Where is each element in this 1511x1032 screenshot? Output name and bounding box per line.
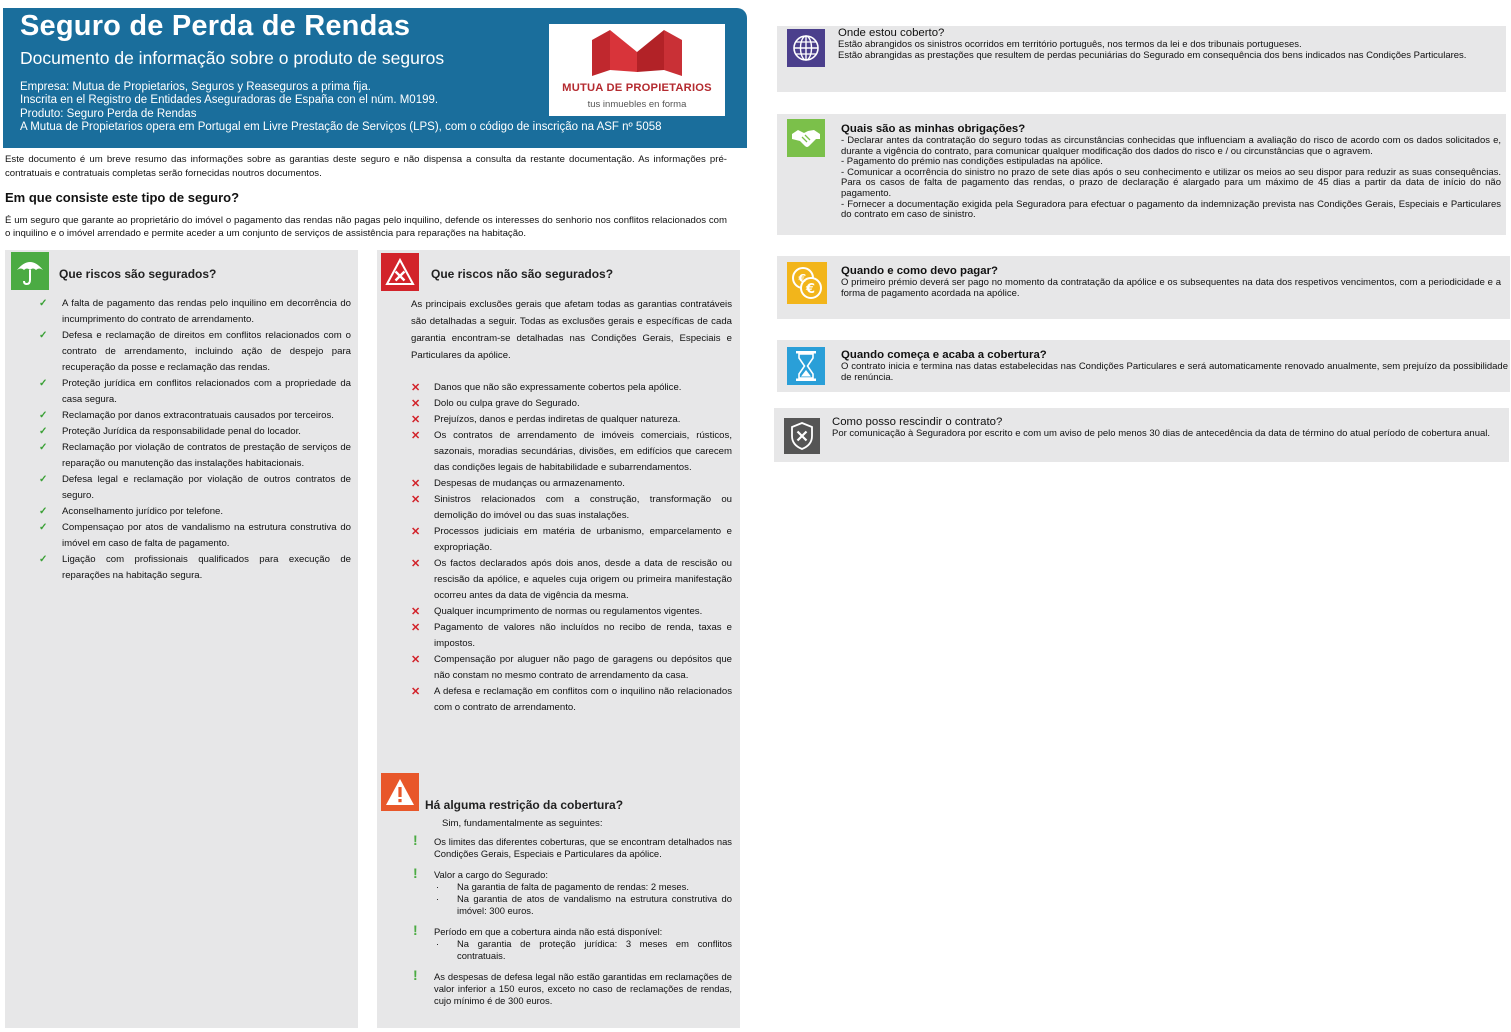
warning-cross-icon bbox=[381, 253, 419, 291]
list-item: ✕ Sinistros relacionados com a construção, transformação ou demolição do imóvel ou das suas instalações. bbox=[411, 494, 732, 521]
document-header bbox=[3, 8, 747, 148]
restrictions-title: Há alguma restrição da cobertura? bbox=[425, 798, 624, 812]
company-logo bbox=[549, 24, 725, 116]
handshake-icon bbox=[787, 119, 825, 157]
list-item: ✓ Reclamação por danos extracontratuais causados por terceiros. bbox=[62, 408, 351, 424]
check-icon: ✓ bbox=[39, 442, 48, 453]
list-item: ! Período em que a cobertura ainda não está disponível: · Na garantia de proteção jurídica: 3 meses em conflitos contratuais. bbox=[413, 921, 732, 962]
coverage-period-text: O contrato inicia e termina nas datas estabelecidas nas Condições Particulares e será automaticamente renovado anualmente, sem prejuízo da possibilidade de renúncia. bbox=[841, 361, 1508, 383]
coverage-area-text-2: Estão abrangidas as prestações que resultem de perdas pecuniárias do Segurado em consequência dos bens indicados nas Condições Particulares. bbox=[838, 49, 1467, 61]
cancellation-text: Por comunicação à Seguradora por escrito e com um aviso de pelo menos 30 dias de antecedência da data de término do atual período de cobertura anual. bbox=[832, 428, 1491, 439]
document-subtitle: Documento de informação sobre o produto de seguros bbox=[20, 48, 445, 68]
list-item: ✕ Processos judiciais em matéria de urbanismo, emparcelamento e expropriação. bbox=[411, 526, 732, 553]
sub-list-item: · Na garantia de atos de vandalismo na estrutura construtiva do imóvel: 300 euros. bbox=[436, 893, 732, 917]
cross-icon: ✕ bbox=[411, 478, 421, 490]
list-item: ✕ Danos que não são expressamente cobertos pela apólice. bbox=[411, 382, 682, 394]
list-item: ✕ Os factos declarados após dois anos, desde a data de rescisão ou rescisão da apólice, e aqueles cuja origem ou primeira manifestação ocorreu antes da data de vigência da mesma. bbox=[411, 558, 732, 601]
check-icon: ✓ bbox=[39, 474, 48, 485]
list-item: ✕ Prejuízos, danos e perdas indiretas de qualquer natureza. bbox=[411, 414, 681, 426]
list-item: ✓ A falta de pagamento das rendas pelo inquilino em decorrência do incumprimento do contrato de arrendamento. bbox=[39, 298, 351, 325]
check-icon: ✓ bbox=[39, 378, 48, 389]
check-icon: ✓ bbox=[39, 330, 48, 341]
sub-list-item: · Na garantia de proteção jurídica: 3 meses em conflitos contratuais. bbox=[436, 938, 732, 962]
hourglass-icon bbox=[787, 347, 825, 385]
list-item: ✕ A defesa e reclamação em conflitos com o inquilino não relacionados com o contrato de arrendamento. bbox=[411, 686, 732, 713]
not-insured-title: Que riscos não são segurados? bbox=[431, 267, 614, 281]
globe-icon bbox=[787, 29, 825, 67]
svg-text:€: € bbox=[798, 272, 807, 285]
check-icon: ✓ bbox=[39, 426, 48, 437]
intro-paragraph: Este documento é um breve resumo das informações sobre as garantias deste seguro e não dispensa a consulta da restante documentação. As informações pré-contratuais e contratuais completas serão fornecidas noutros documentos. bbox=[5, 154, 727, 179]
list-item: ! As despesas de defesa legal não estão garantidas em reclamações de valor inferior a 150 euros, exceto no caso de reclamações de rendas, cujo mínimo é de 300 euros. bbox=[413, 966, 732, 1007]
warning-icon bbox=[381, 773, 419, 811]
coverage-area-text-1: Estão abrangidos os sinistros ocorridos em território português, nos termos da lei e dos tribunais portugueses. bbox=[838, 39, 1302, 50]
restrictions-intro: Sim, fundamentalmente as seguintes: bbox=[442, 818, 603, 829]
cancellation-title: Como posso rescindir o contrato? bbox=[832, 416, 1003, 428]
coverage-area-title: Onde estou coberto? bbox=[838, 27, 945, 39]
insured-risks-list bbox=[39, 296, 351, 584]
logo-brand: MUTUA DE PROPIETARIOS bbox=[562, 82, 712, 94]
coverage-period-title: Quando começa e acaba a cobertura? bbox=[841, 349, 1047, 361]
not-insured-intro: As principais exclusões gerais que afetam todas as garantias contratáveis são detalhadas a seguir. Todas as exclusões gerais e específicas de cada garantia encontram-se detalhadas nas Condições Gerais, Especiais e Particulares da apólice. bbox=[411, 299, 732, 361]
company-line: Empresa: Mutua de Propietarios, Seguros y Reaseguros a prima fija. bbox=[20, 81, 371, 93]
sub-list-item: · Na garantia de falta de pagamento de rendas: 2 meses. bbox=[436, 880, 689, 892]
product-line: Produto: Seguro Perda de Rendas bbox=[20, 107, 197, 120]
cross-icon: ✕ bbox=[411, 382, 421, 394]
list-item: ✕ Despesas de mudanças ou armazenamento. bbox=[411, 478, 625, 490]
cross-icon: ✕ bbox=[411, 622, 421, 634]
exclamation-icon: ! bbox=[413, 921, 418, 938]
list-item: ✕ Pagamento de valores não incluídos no recibo de renda, taxas e impostos. bbox=[411, 622, 732, 649]
list-item: ✕ Dolo ou culpa grave do Segurado. bbox=[411, 398, 580, 410]
sub-list bbox=[434, 881, 732, 918]
list-item: ✓ Compensaçao por atos de vandalismo na estrutura construtiva do imóvel em caso de falta de pagamento. bbox=[39, 522, 351, 549]
check-icon: ✓ bbox=[39, 298, 48, 309]
coverage-period-section bbox=[777, 340, 1510, 392]
coins-icon bbox=[787, 262, 827, 304]
list-item: ! Os limites das diferentes coberturas, que se encontram detalhados nas Condições Gerais, Especiais e Particulares da apólice. bbox=[413, 832, 732, 860]
cross-icon: ✕ bbox=[411, 398, 421, 410]
obligation-item: - Comunicar a ocorrência do sinistro no prazo de sete dias após o seu conhecimento e utilizar os meios ao seu dispor para reduzir as suas consequências. Para os casos de falta de pagamento das rendas, o prazo de declaração é alargado para um máximo de 45 dias a partir da data de início do não pagamento. bbox=[841, 166, 1501, 199]
list-item: ✓ Defesa e reclamação de direitos em conflitos relacionados com o contrato de arrendamento, incluindo ação de despejo para recuperação da posse e reclamação das rendas. bbox=[39, 330, 351, 373]
list-item: ✓ Defesa legal e reclamação por violação de outros contratos de seguro. bbox=[39, 474, 351, 501]
obligation-item: - Fornecer a documentação exigida pela Seguradora para efectuar o pagamento da indemnização prevista nas Condições Gerais, Especiais e Particulares do contrato em caso de sinistro. bbox=[841, 198, 1501, 221]
check-icon: ✓ bbox=[39, 522, 48, 533]
sub-list bbox=[434, 938, 732, 963]
payment-section bbox=[777, 256, 1510, 319]
list-item: ✓ Aconselhamento jurídico por telefone. bbox=[62, 504, 351, 520]
list-item: ✕ Os contratos de arrendamento de imóveis comerciais, rústicos, sazonais, moradias secundárias, divisões, em edifícios que carecem das condições legais de habitabilidade e subarrendamentos. bbox=[411, 430, 732, 473]
cross-icon: ✕ bbox=[411, 558, 421, 570]
cancellation-section bbox=[774, 408, 1509, 462]
exclamation-icon: ! bbox=[413, 966, 418, 983]
payment-title: Quando e como devo pagar? bbox=[841, 265, 998, 277]
shield-icon bbox=[784, 418, 820, 454]
cross-icon: ✕ bbox=[411, 654, 421, 666]
cross-icon: ✕ bbox=[411, 414, 421, 426]
list-item: ! Valor a cargo do Segurado: · Na garantia de falta de pagamento de rendas: 2 meses. · Na garantia de atos de vandalismo na estrutura construtiva do imóvel: 300 euros. bbox=[413, 864, 732, 917]
what-is-text: É um seguro que garante ao proprietário do imóvel o pagamento das rendas não pagas pelo inquilino, defende os interesses do senhorio nos conflitos relacionados com o inquilino e o imóvel arrendado e permite aceder a um conjunto de serviços de assistência para reparações na habitação. bbox=[5, 215, 727, 239]
not-insured-list bbox=[411, 380, 732, 716]
cross-icon: ✕ bbox=[411, 606, 421, 618]
check-icon: ✓ bbox=[39, 554, 48, 565]
list-item: ✓ Proteção jurídica em conflitos relacionados com a propriedade da casa segura. bbox=[39, 378, 351, 405]
exclamation-icon: ! bbox=[413, 832, 418, 848]
logo-mark-icon bbox=[590, 28, 684, 78]
obligation-item: - Pagamento do prémio nas condições estipuladas na apólice. bbox=[841, 156, 1103, 168]
what-is-title: Em que consiste este tipo de seguro? bbox=[5, 190, 240, 205]
insured-risks-panel bbox=[5, 250, 358, 1028]
svg-text:€: € bbox=[806, 282, 816, 297]
list-item: ✓ Reclamação por violação de contratos de prestação de serviços de reparação ou manutenção das instalações habitacionais. bbox=[39, 442, 351, 469]
document-title: Seguro de Perda de Rendas bbox=[20, 10, 411, 42]
exclamation-icon: ! bbox=[413, 864, 418, 881]
payment-text: O primeiro prémio deverá ser pago no momento da contratação da apólice e os subsequentes na data dos respetivos vencimentos, com a periodicidade e a forma de pagamento acordada na apólice. bbox=[841, 277, 1501, 299]
cross-icon: ✕ bbox=[411, 494, 421, 506]
umbrella-icon bbox=[11, 252, 49, 290]
lps-line: A Mutua de Propietarios opera em Portugal em Livre Prestação de Serviços (LPS), com o código de inscrição na ASF nº 5058 bbox=[20, 121, 662, 134]
insured-risks-title: Que riscos são segurados? bbox=[59, 267, 217, 281]
obligations-title: Quais são as minhas obrigações? bbox=[841, 123, 1026, 135]
logo-tagline: tus inmuebles en forma bbox=[587, 99, 687, 110]
cross-icon: ✕ bbox=[411, 526, 421, 538]
check-icon: ✓ bbox=[39, 506, 48, 517]
registry-line: Inscrita en el Registro de Entidades Aseguradoras de España con el núm. M0199. bbox=[20, 94, 439, 107]
obligations-section bbox=[777, 114, 1506, 235]
not-insured-panel bbox=[377, 250, 740, 1028]
list-item: ✓ Proteção Jurídica da responsabilidade penal do locador. bbox=[62, 424, 351, 440]
obligation-item: - Declarar antes da contratação do seguro todas as circunstâncias conhecidas que influenciam a avaliação do risco de acordo com os dados solicitados e, durante a vigência do contrato, para comunicar qualquer modificação dos dados do risco e / ou circunstâncias que o agravem. bbox=[841, 135, 1501, 157]
list-item: ✕ Compensação por aluguer não pago de garagens ou depósitos que não constam no mesmo contrato de arrendamento da casa. bbox=[411, 654, 732, 681]
check-icon: ✓ bbox=[39, 410, 48, 421]
cross-icon: ✕ bbox=[411, 430, 421, 442]
list-item: ✕ Qualquer incumprimento de normas ou regulamentos vigentes. bbox=[411, 606, 703, 618]
restrictions-list bbox=[413, 832, 732, 1016]
list-item: ✓ Ligação com profissionais qualificados para execução de reparações na habitação segura. bbox=[39, 554, 351, 581]
coverage-area-section bbox=[777, 26, 1506, 92]
cross-icon: ✕ bbox=[411, 686, 421, 698]
